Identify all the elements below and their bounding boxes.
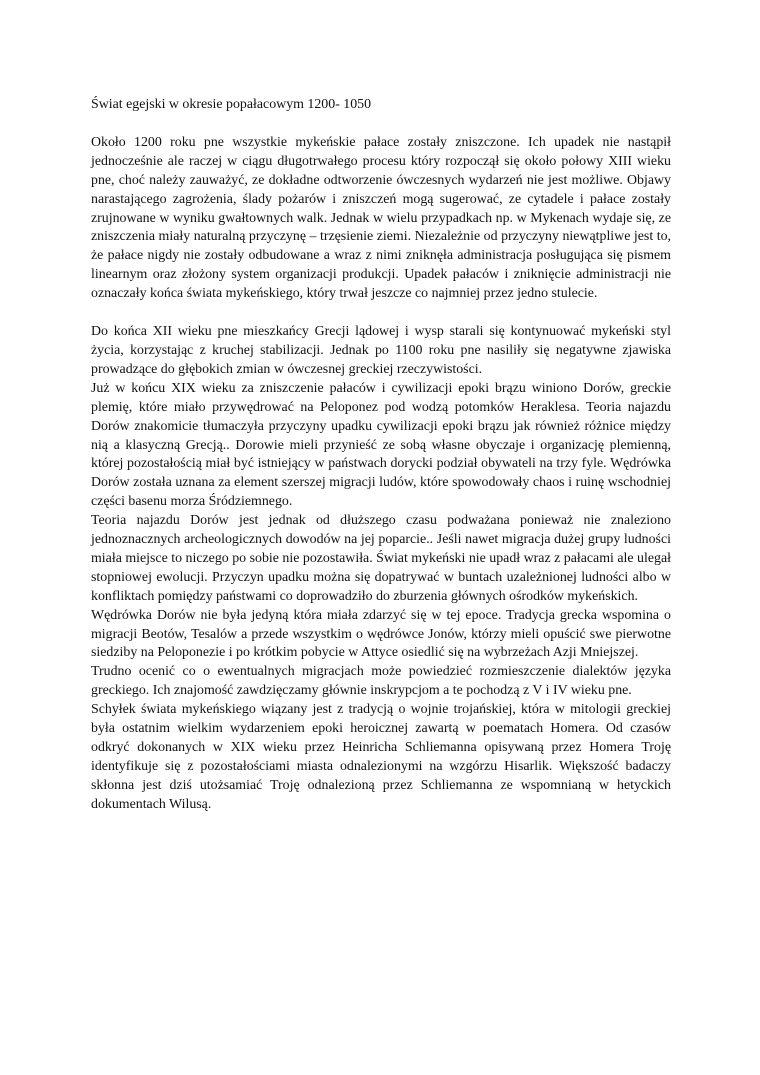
paragraph-6: Trudno ocenić co o ewentualnych migracjach może powiedzieć rozmieszczenie dialektów języka greckiego. Ich znajomość zawdzięczamy głównie inskrypcjom a te pochodzą z V i IV wieku pne.	[91, 664, 671, 699]
paragraph-7: Schyłek świata mykeńskiego wiązany jest z tradycją o wojnie trojańskiej, która w mitologii greckiej była ostatnim wielkim wydarzeniem epoki heroicznej zawartą w poematach Homera. Od czasów odkryć dokonanych w XIX wieku przez Heinricha Schliemanna opisywaną przez Homera Troję identyfikuje się z pozostałościami miasta odnalezionymi na wzgórzu Hisarlik. Większość badaczy skłonna jest dziś utożsamiać Troję odnalezioną przez Schliemanna ze wspomnianą w hetyckich dokumentach Wilusą.	[91, 702, 671, 812]
paragraph-4: Teoria najazdu Dorów jest jednak od dłuższego czasu podważana ponieważ nie znaleziono jednoznacznych archeologicznych dowodów na jej poparcie.. Jeśli nawet migracja dużej grupy ludności miała miejsce to niczego po sobie nie pozostawiła. Świat mykeński nie upadł wraz z pałacami ale ulegał stopniowej ewolucji. Przyczyn upadku można się dopatrywać w buntach uzależnionej ludności albo w konfliktach pomiędzy państwami co doprowadziło do zburzenia głównych ośrodków mykeńskich.	[91, 513, 671, 604]
paragraph-2: Do końca XII wieku pne mieszkańcy Grecji lądowej i wysp starali się kontynuować mykeński styl życia, korzystając z kruchej stabilizacji. Jednak po 1100 roku pne nasiliły się negatywne zjawiska prowadzące do głębokich zmian w ówczesnej greckiej rzeczywistości.	[91, 324, 671, 377]
paragraph-1: Około 1200 roku pne wszystkie mykeńskie pałace zostały zniszczone. Ich upadek nie nastąpił jednocześnie ale raczej w ciągu długotrwałego procesu który rozpoczął się około połowy XIII wieku pne, choć należy zauważyć, ze dokładne odtworzenie ówczesnych wydarzeń nie jest możliwe. Objawy narastającego zagrożenia, ślady pożarów i zniszczeń mogą sugerować, ze cytadele i pałace zostały zrujnowane w wyniku gwałtownych walk. Jednak w wielu przypadkach np. w Mykenach wydaje się, ze zniszczenia miały naturalną przyczynę – trzęsienie ziemi. Niezależnie od przyczyny niewątpliwe jest to, że pałace nigdy nie zostały odbudowane a wraz z nimi zniknęła administracja posługująca się pismem linearnym oraz złożony system organizacji produkcji. Upadek pałaców i zniknięcie administracji nie oznaczały końca świata mykeńskiego, który trwał jeszcze co najmniej przez jedno stulecie.	[91, 134, 671, 302]
paragraph-5: Wędrówka Dorów nie była jedyną która miała zdarzyć się w tej epoce. Tradycja grecka wspomina o migracji Beotów, Tesalów a przede wszystkim o wędrówce Jonów, którzy mieli opuścić swe pierwotne siedziby na Peloponezie i po krótkim pobycie w Attyce osiedlić się na wybrzeżach Azji Mniejszej.	[91, 607, 671, 661]
document-body	[91, 96, 671, 815]
paragraph-3: Już w końcu XIX wieku za zniszczenie pałaców i cywilizacji epoki brązu winiono Dorów, greckie plemię, które miało przywędrować na Peloponez pod wodzą potomków Heraklesa. Teoria najazdu Dorów znakomicie tłumaczyła przyczyny upadku cywilizacji epoki brązu jak również różnice między nią a klasyczną Grecją.. Dorowie mieli przynieść ze sobą własne obyczaje i organizację plemienną, której pozostałością miał być istniejący w państwach dorycki podział obywateli na trzy fyle. Wędrówka Dorów została uznana za element szerszej migracji ludów, które spowodowały chaos i ruinę wschodniej części basenu morza Śródziemnego.	[91, 380, 671, 510]
document-title: Świat egejski w okresie popałacowym 1200- 1050	[91, 97, 372, 112]
